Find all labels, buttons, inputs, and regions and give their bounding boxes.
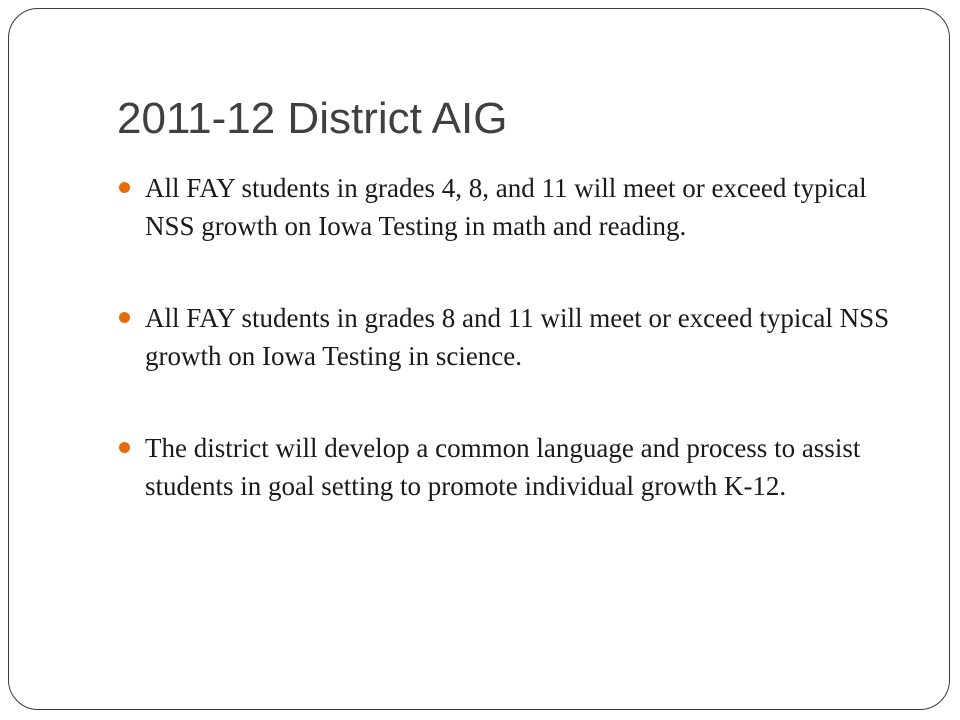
- bullet-text: All FAY students in grades 8 and 11 will meet or exceed typical NSS growth on Iowa Testing in science.: [145, 303, 890, 371]
- bullet-item: [117, 299, 907, 375]
- bullet-dot-icon: [119, 182, 130, 193]
- slide-title: 2011-12 District AIG: [117, 94, 508, 143]
- bullet-dot-icon: [119, 312, 130, 323]
- bullet-dot-icon: [119, 442, 130, 453]
- bullet-list: [117, 169, 907, 559]
- bullet-text: All FAY students in grades 4, 8, and 11 will meet or exceed typical NSS growth on Iowa Testing in math and reading.: [145, 173, 867, 241]
- bullet-text: The district will develop a common language and process to assist students in goal setting to promote individual growth K-12.: [145, 433, 861, 501]
- slide-frame: [8, 8, 950, 710]
- bullet-item: [117, 429, 907, 505]
- bullet-item: [117, 169, 907, 245]
